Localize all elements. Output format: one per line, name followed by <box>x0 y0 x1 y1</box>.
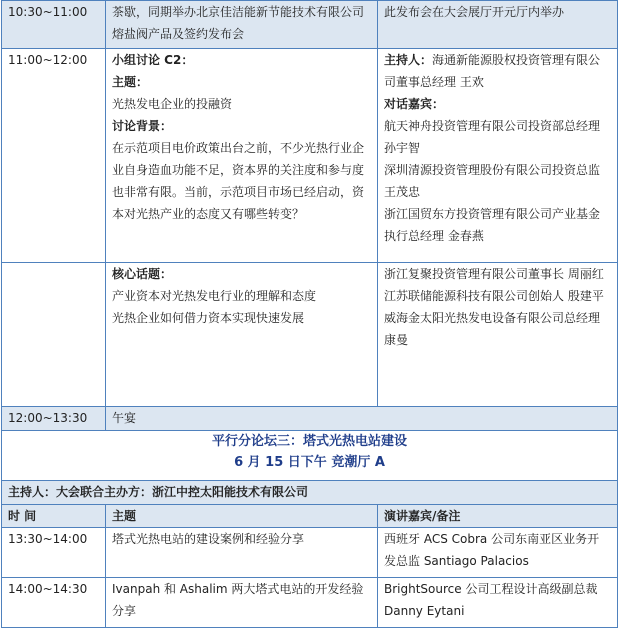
time-text: 12:00~13:30 <box>8 411 88 425</box>
subject-label: 主题： <box>112 75 149 89</box>
speaker-cell <box>378 263 618 407</box>
topic-text: 茶歇，同期举办北京佳洁能新节能技术有限公司熔盐阀产品及签约发布会 <box>112 5 365 41</box>
forum-host-row <box>2 481 618 505</box>
topic-cell <box>106 578 378 628</box>
agenda-row-talk <box>2 528 618 578</box>
guest-item: 浙江国贸东方投资管理有限公司产业基金执行总经理 金春燕 <box>384 207 601 243</box>
agenda-row-core-topics <box>2 263 618 407</box>
core-topic-item: 光热企业如何借力资本实现快速发展 <box>112 311 305 325</box>
topic-cell <box>106 528 378 578</box>
time-cell <box>2 407 106 431</box>
topic-cell <box>106 407 618 431</box>
time-text: 10:30~11:00 <box>8 5 88 19</box>
background-text: 在示范项目电价政策出台之前，不少光热行业企业自身造血功能不足，资本界的关注度和参与度也非常有限。当前，示范项目市场已经启动，资本对光热产业的态度又有哪些转变？ <box>112 141 365 221</box>
guest-item: 威海金太阳光热发电设备有限公司总经理 康曼 <box>384 311 601 347</box>
header-time-text: 时 间 <box>8 509 37 523</box>
header-speaker <box>378 505 618 528</box>
background-label: 讨论背景： <box>112 119 173 133</box>
agenda-row-talk <box>2 578 618 628</box>
core-topics-label: 核心话题： <box>112 267 173 281</box>
column-header-row <box>2 505 618 528</box>
topic-cell <box>106 1 378 49</box>
note-text: 此发布会在大会展厅开元厅内举办 <box>384 5 565 19</box>
time-text: 13:30~14:00 <box>8 532 88 546</box>
speaker-cell <box>378 49 618 263</box>
forum-title: 平行分论坛三：塔式光热电站建设 <box>211 434 407 449</box>
speaker-cell <box>378 578 618 628</box>
guest-item: 深圳清源投资管理股份有限公司投资总监 王茂忠 <box>384 163 601 199</box>
topic-text: 午宴 <box>112 411 137 425</box>
forum-host-cell <box>2 481 618 505</box>
time-cell <box>2 1 106 49</box>
topic-text: Ivanpah 和 Ashalim 两大塔式电站的开发经验分享 <box>112 582 364 618</box>
time-cell <box>2 578 106 628</box>
guest-item: 江苏联储能源科技有限公司创始人 殷建平 <box>384 289 604 303</box>
speaker-text: 西班牙 ACS Cobra 公司东南亚区业务开发总监 Santiago Palacios <box>384 532 600 568</box>
guest-item: 浙江复聚投资管理有限公司董事长 周丽红 <box>384 267 604 281</box>
time-text: 11:00~12:00 <box>8 53 88 67</box>
time-cell <box>2 263 106 407</box>
topic-cell <box>106 49 378 263</box>
agenda-row-tea-break <box>2 1 618 49</box>
forum-title-cell <box>2 431 618 481</box>
topic-cell <box>106 263 378 407</box>
header-speaker-text: 演讲嘉宾/备注 <box>384 509 461 523</box>
header-time <box>2 505 106 528</box>
guests-label: 对话嘉宾： <box>384 97 445 111</box>
header-topic-text: 主题 <box>112 509 137 523</box>
core-topic-item: 产业资本对光热发电行业的理解和态度 <box>112 289 317 303</box>
forum-date-venue: 6 月 15 日下午 竞潮厅 A <box>234 455 385 470</box>
speaker-cell <box>378 528 618 578</box>
time-text: 14:00~14:30 <box>8 582 88 596</box>
header-topic <box>106 505 378 528</box>
forum-header-row <box>2 431 618 481</box>
subject-text: 光热发电企业的投融资 <box>112 97 233 111</box>
guest-item: 航天神舟投资管理有限公司投资部总经理 孙宇智 <box>384 119 601 155</box>
agenda-row-group-discussion <box>2 49 618 263</box>
host-label: 主持人： <box>384 53 433 67</box>
speaker-text: BrightSource 公司工程设计高级副总裁 Danny Eytani <box>384 582 598 618</box>
agenda-row-lunch <box>2 407 618 431</box>
time-cell <box>2 49 106 263</box>
time-cell <box>2 528 106 578</box>
group-label: 小组讨论 C2： <box>112 53 194 67</box>
topic-text: 塔式光热电站的建设案例和经验分享 <box>112 532 305 546</box>
note-cell <box>378 1 618 49</box>
forum-host-text: 主持人：大会联合主办方：浙江中控太阳能技术有限公司 <box>8 485 309 499</box>
host-text: 海通新能源股权投资管理有限公司董事总经理 王欢 <box>384 53 601 89</box>
agenda-table <box>1 0 618 628</box>
